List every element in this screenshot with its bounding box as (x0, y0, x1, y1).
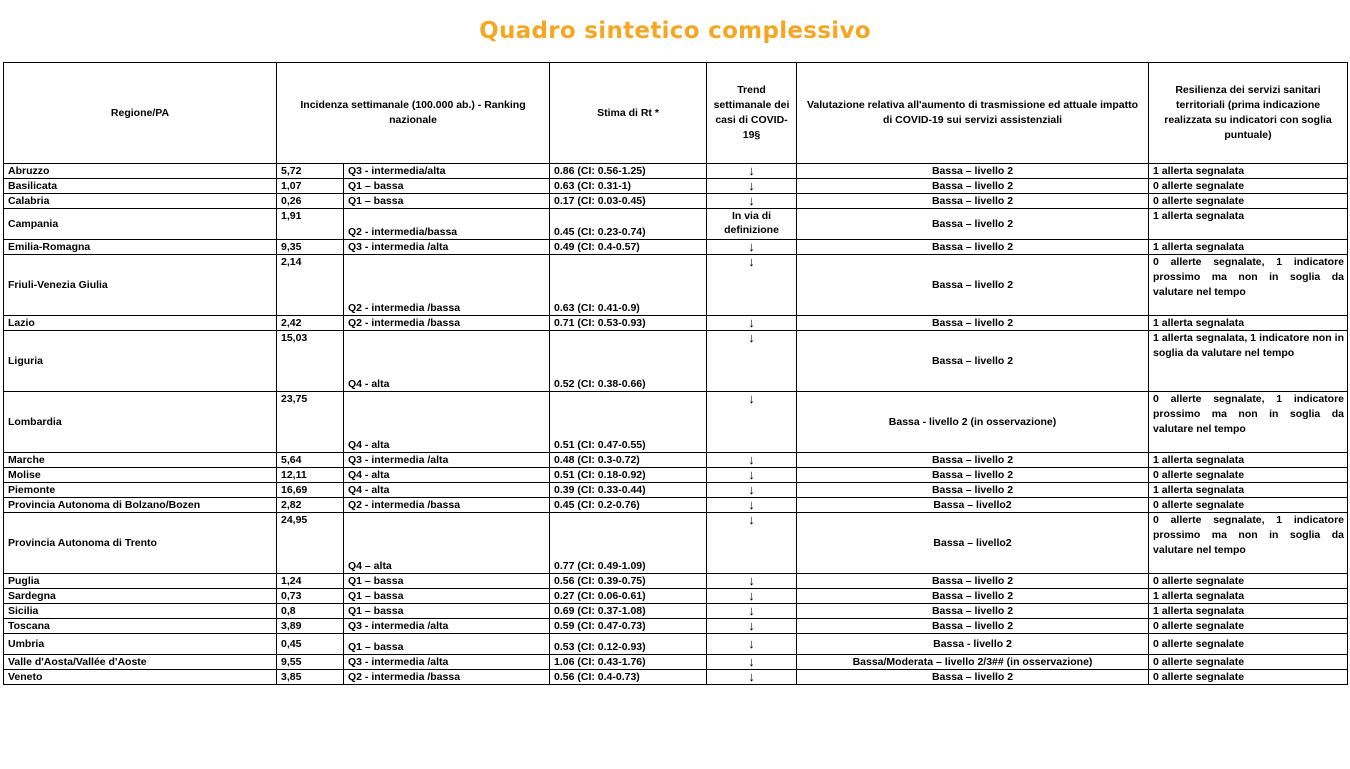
evaluation-level: Bassa – livello 2 (797, 179, 1149, 194)
incidence-ranking: Q1 – bassa (344, 574, 550, 589)
evaluation-level: Bassa – livello 2 (797, 331, 1149, 392)
incidence-ranking: Q4 - alta (344, 331, 550, 392)
incidence-ranking: Q1 – bassa (344, 179, 550, 194)
down-arrow-icon: ↓ (707, 483, 797, 498)
evaluation-level: Bassa – livello 2 (797, 240, 1149, 255)
table-row (4, 316, 1348, 331)
resilience-alerts: 1 allerta segnalata, 1 indicatore non in soglia da valutare nel tempo (1149, 331, 1348, 392)
rt-estimate: 0.39 (CI: 0.33-0.44) (550, 483, 707, 498)
evaluation-level: Bassa – livello 2 (797, 483, 1149, 498)
table-row (4, 240, 1348, 255)
rt-estimate: 0.49 (CI: 0.4-0.57) (550, 240, 707, 255)
down-arrow-icon: ↓ (707, 670, 797, 685)
incidence-ranking: Q2 - intermedia /bassa (344, 316, 550, 331)
incidence-value: 23,75 (277, 392, 344, 453)
header-rt: Stima di Rt * (550, 63, 707, 164)
down-arrow-icon: ↓ (707, 392, 797, 453)
incidence-value: 15,03 (277, 331, 344, 392)
down-arrow-icon: ↓ (707, 574, 797, 589)
down-arrow-icon: ↓ (707, 164, 797, 179)
resilience-alerts: 1 allerta segnalata (1149, 604, 1348, 619)
evaluation-level: Bassa/Moderata – livello 2/3## (in osservazione) (797, 655, 1149, 670)
table-row (4, 498, 1348, 513)
table-row (4, 453, 1348, 468)
incidence-ranking: Q3 - intermedia /alta (344, 453, 550, 468)
incidence-value: 3,89 (277, 619, 344, 634)
table-row (4, 634, 1348, 655)
evaluation-level: Bassa – livello 2 (797, 316, 1149, 331)
rt-estimate: 0.56 (CI: 0.4-0.73) (550, 670, 707, 685)
trend-status: In via di definizione (707, 209, 797, 240)
table-row (4, 589, 1348, 604)
header-evaluation: Valutazione relativa all'aumento di trasmissione ed attuale impatto di COVID-19 sui servizi assistenziali (797, 63, 1149, 164)
incidence-ranking: Q2 - intermedia /bassa (344, 498, 550, 513)
region-name: Sicilia (4, 604, 277, 619)
incidence-value: 2,42 (277, 316, 344, 331)
incidence-ranking: Q4 – alta (344, 513, 550, 574)
rt-estimate: 0.17 (CI: 0.03-0.45) (550, 194, 707, 209)
page-title: Quadro sintetico complessivo (479, 18, 871, 44)
table-row (4, 194, 1348, 209)
evaluation-level: Bassa – livello2 (797, 513, 1149, 574)
region-name: Toscana (4, 619, 277, 634)
resilience-alerts: 1 allerta segnalata (1149, 209, 1348, 240)
incidence-value: 16,69 (277, 483, 344, 498)
down-arrow-icon: ↓ (707, 240, 797, 255)
evaluation-level: Bassa – livello 2 (797, 255, 1149, 316)
down-arrow-icon: ↓ (707, 513, 797, 574)
evaluation-level: Bassa - livello 2 (797, 634, 1149, 655)
down-arrow-icon: ↓ (707, 498, 797, 513)
evaluation-level: Bassa - livello 2 (in osservazione) (797, 392, 1149, 453)
region-name: Campania (4, 209, 277, 240)
rt-estimate: 1.06 (CI: 0.43-1.76) (550, 655, 707, 670)
down-arrow-icon: ↓ (707, 453, 797, 468)
rt-estimate: 0.52 (CI: 0.38-0.66) (550, 331, 707, 392)
down-arrow-icon: ↓ (707, 655, 797, 670)
down-arrow-icon: ↓ (707, 316, 797, 331)
resilience-alerts: 1 allerta segnalata (1149, 240, 1348, 255)
region-name: Marche (4, 453, 277, 468)
table-row (4, 209, 1348, 240)
incidence-value: 1,91 (277, 209, 344, 240)
rt-estimate: 0.27 (CI: 0.06-0.61) (550, 589, 707, 604)
rt-estimate: 0.48 (CI: 0.3-0.72) (550, 453, 707, 468)
down-arrow-icon: ↓ (707, 619, 797, 634)
incidence-value: 2,14 (277, 255, 344, 316)
resilience-alerts: 0 allerte segnalate (1149, 634, 1348, 655)
incidence-value: 12,11 (277, 468, 344, 483)
evaluation-level: Bassa – livello 2 (797, 619, 1149, 634)
incidence-value: 0,8 (277, 604, 344, 619)
incidence-ranking: Q1 – bassa (344, 604, 550, 619)
region-name: Piemonte (4, 483, 277, 498)
evaluation-level: Bassa – livello 2 (797, 468, 1149, 483)
down-arrow-icon: ↓ (707, 468, 797, 483)
down-arrow-icon: ↓ (707, 255, 797, 316)
incidence-value: 0,45 (277, 634, 344, 655)
rt-estimate: 0.51 (CI: 0.18-0.92) (550, 468, 707, 483)
resilience-alerts: 1 allerta segnalata (1149, 164, 1348, 179)
table-row (4, 392, 1348, 453)
rt-estimate: 0.45 (CI: 0.23-0.74) (550, 209, 707, 240)
resilience-alerts: 0 allerte segnalate (1149, 655, 1348, 670)
rt-estimate: 0.86 (CI: 0.56-1.25) (550, 164, 707, 179)
incidence-value: 5,64 (277, 453, 344, 468)
resilience-alerts: 0 allerte segnalate (1149, 574, 1348, 589)
evaluation-level: Bassa – livello2 (797, 498, 1149, 513)
incidence-ranking: Q4 - alta (344, 483, 550, 498)
table-row (4, 670, 1348, 685)
incidence-value: 1,24 (277, 574, 344, 589)
table-row (4, 331, 1348, 392)
region-name: Molise (4, 468, 277, 483)
incidence-value: 9,35 (277, 240, 344, 255)
incidence-value: 5,72 (277, 164, 344, 179)
summary-table (3, 62, 1348, 685)
table-row (4, 655, 1348, 670)
incidence-value: 3,85 (277, 670, 344, 685)
resilience-alerts: 0 allerte segnalate (1149, 498, 1348, 513)
resilience-alerts: 1 allerta segnalata (1149, 589, 1348, 604)
region-name: Umbria (4, 634, 277, 655)
table-row (4, 483, 1348, 498)
evaluation-level: Bassa – livello 2 (797, 164, 1149, 179)
resilience-alerts: 0 allerte segnalate, 1 indicatore prossimo ma non in soglia da valutare nel tempo (1149, 513, 1348, 574)
table-row (4, 574, 1348, 589)
region-name: Liguria (4, 331, 277, 392)
incidence-ranking: Q1 – bassa (344, 194, 550, 209)
region-name: Sardegna (4, 589, 277, 604)
region-name: Basilicata (4, 179, 277, 194)
rt-estimate: 0.63 (CI: 0.31-1) (550, 179, 707, 194)
region-name: Veneto (4, 670, 277, 685)
resilience-alerts: 0 allerte segnalate (1149, 194, 1348, 209)
resilience-alerts: 0 allerte segnalate (1149, 468, 1348, 483)
region-name: Abruzzo (4, 164, 277, 179)
resilience-alerts: 1 allerta segnalata (1149, 316, 1348, 331)
header-region: Regione/PA (4, 63, 277, 164)
incidence-ranking: Q3 - intermedia /alta (344, 655, 550, 670)
region-name: Calabria (4, 194, 277, 209)
down-arrow-icon: ↓ (707, 589, 797, 604)
rt-estimate: 0.71 (CI: 0.53-0.93) (550, 316, 707, 331)
resilience-alerts: 0 allerte segnalate (1149, 619, 1348, 634)
rt-estimate: 0.53 (CI: 0.12-0.93) (550, 634, 707, 655)
table-body (4, 164, 1348, 685)
header-incidence: Incidenza settimanale (100.000 ab.) - Ranking nazionale (277, 63, 550, 164)
incidence-ranking: Q2 - intermedia /bassa (344, 255, 550, 316)
down-arrow-icon: ↓ (707, 331, 797, 392)
resilience-alerts: 0 allerte segnalate (1149, 179, 1348, 194)
incidence-ranking: Q2 - intermedia /bassa (344, 670, 550, 685)
evaluation-level: Bassa – livello 2 (797, 209, 1149, 240)
evaluation-level: Bassa – livello 2 (797, 453, 1149, 468)
region-name: Valle d'Aosta/Vallée d'Aoste (4, 655, 277, 670)
incidence-ranking: Q2 - intermedia/bassa (344, 209, 550, 240)
incidence-value: 0,26 (277, 194, 344, 209)
resilience-alerts: 0 allerte segnalate (1149, 670, 1348, 685)
table-row (4, 255, 1348, 316)
rt-estimate: 0.59 (CI: 0.47-0.73) (550, 619, 707, 634)
incidence-ranking: Q1 – bassa (344, 589, 550, 604)
region-name: Lombardia (4, 392, 277, 453)
region-name: Friuli-Venezia Giulia (4, 255, 277, 316)
region-name: Provincia Autonoma di Bolzano/Bozen (4, 498, 277, 513)
region-name: Emilia-Romagna (4, 240, 277, 255)
incidence-ranking: Q4 - alta (344, 392, 550, 453)
down-arrow-icon: ↓ (707, 179, 797, 194)
rt-estimate: 0.51 (CI: 0.47-0.55) (550, 392, 707, 453)
evaluation-level: Bassa – livello 2 (797, 574, 1149, 589)
incidence-ranking: Q4 - alta (344, 468, 550, 483)
table-row (4, 468, 1348, 483)
rt-estimate: 0.56 (CI: 0.39-0.75) (550, 574, 707, 589)
table-row (4, 513, 1348, 574)
resilience-alerts: 0 allerte segnalate, 1 indicatore prossimo ma non in soglia da valutare nel tempo (1149, 255, 1348, 316)
incidence-ranking: Q3 - intermedia /alta (344, 240, 550, 255)
table-header-row (4, 63, 1348, 164)
rt-estimate: 0.69 (CI: 0.37-1.08) (550, 604, 707, 619)
table-row (4, 164, 1348, 179)
table-row (4, 619, 1348, 634)
table-row (4, 604, 1348, 619)
incidence-ranking: Q3 - intermedia/alta (344, 164, 550, 179)
incidence-ranking: Q3 - intermedia /alta (344, 619, 550, 634)
table-row (4, 179, 1348, 194)
rt-estimate: 0.77 (CI: 0.49-1.09) (550, 513, 707, 574)
incidence-value: 0,73 (277, 589, 344, 604)
incidence-ranking: Q1 – bassa (344, 634, 550, 655)
down-arrow-icon: ↓ (707, 634, 797, 655)
header-resilience: Resilienza dei servizi sanitari territoriali (prima indicazione realizzata su indicatori con soglia puntuale) (1149, 63, 1348, 164)
incidence-value: 2,82 (277, 498, 344, 513)
incidence-value: 1,07 (277, 179, 344, 194)
region-name: Puglia (4, 574, 277, 589)
evaluation-level: Bassa – livello 2 (797, 589, 1149, 604)
down-arrow-icon: ↓ (707, 194, 797, 209)
resilience-alerts: 1 allerta segnalata (1149, 453, 1348, 468)
region-name: Provincia Autonoma di Trento (4, 513, 277, 574)
rt-estimate: 0.45 (CI: 0.2-0.76) (550, 498, 707, 513)
evaluation-level: Bassa – livello 2 (797, 604, 1149, 619)
region-name: Lazio (4, 316, 277, 331)
down-arrow-icon: ↓ (707, 604, 797, 619)
evaluation-level: Bassa – livello 2 (797, 194, 1149, 209)
incidence-value: 9,55 (277, 655, 344, 670)
header-trend: Trend settimanale dei casi di COVID-19§ (707, 63, 797, 164)
rt-estimate: 0.63 (CI: 0.41-0.9) (550, 255, 707, 316)
incidence-value: 24,95 (277, 513, 344, 574)
evaluation-level: Bassa – livello 2 (797, 670, 1149, 685)
resilience-alerts: 0 allerte segnalate, 1 indicatore prossimo ma non in soglia da valutare nel tempo (1149, 392, 1348, 453)
resilience-alerts: 1 allerta segnalata (1149, 483, 1348, 498)
